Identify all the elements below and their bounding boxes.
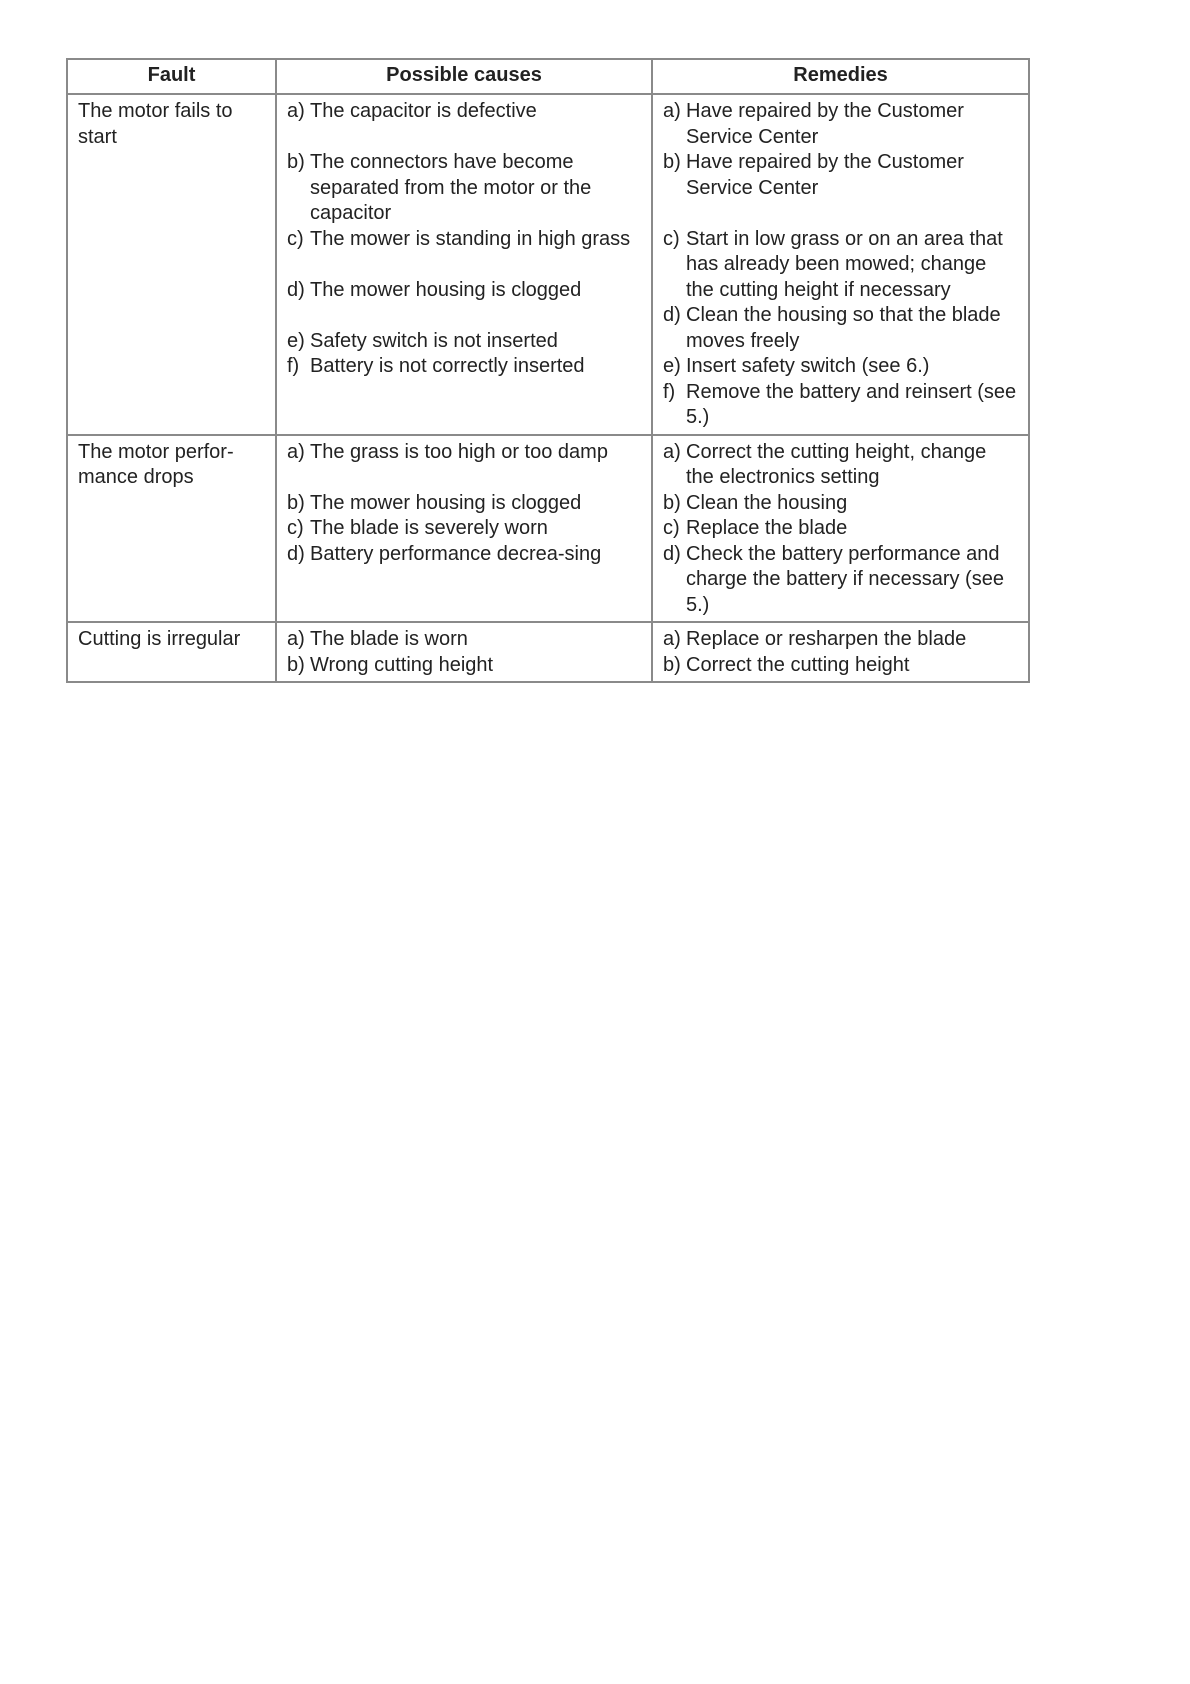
item-label: d) bbox=[663, 542, 681, 565]
causes-cell bbox=[276, 94, 652, 435]
cause-item bbox=[287, 491, 641, 517]
cause-item bbox=[287, 440, 641, 466]
item-label: f) bbox=[663, 380, 676, 403]
item-text: The grass is too high or too damp bbox=[310, 440, 608, 463]
item-text: The blade is worn bbox=[310, 628, 468, 650]
remedy-item bbox=[663, 150, 1018, 201]
item-text: The mower housing is clogged bbox=[310, 491, 582, 514]
troubleshooting-table bbox=[66, 58, 1030, 683]
item-label: b) bbox=[663, 653, 681, 676]
cause-item bbox=[287, 278, 641, 304]
table-row bbox=[67, 94, 1029, 435]
table-row bbox=[67, 622, 1029, 682]
table-header-row bbox=[67, 59, 1029, 94]
item-label: c) bbox=[287, 517, 304, 539]
remedy-item bbox=[663, 627, 1018, 653]
item-label: e) bbox=[663, 355, 681, 377]
cause-item bbox=[287, 516, 641, 542]
item-text: Wrong cutting height bbox=[310, 653, 494, 676]
item-text: Replace the blade bbox=[686, 517, 848, 539]
item-label: d) bbox=[663, 304, 681, 326]
item-label: a) bbox=[287, 440, 305, 463]
item-label: b) bbox=[663, 491, 681, 514]
item-label: a) bbox=[663, 100, 681, 122]
cause-item bbox=[287, 329, 641, 355]
item-label: a) bbox=[663, 440, 681, 463]
fault-cell bbox=[67, 435, 276, 623]
remedies-cell bbox=[652, 622, 1029, 682]
causes-cell bbox=[276, 435, 652, 623]
header-remedies: Remedies bbox=[652, 59, 1029, 94]
item-text: Battery is not correctly inserted bbox=[310, 355, 585, 377]
item-text: Have repaired by the Customer Service Center bbox=[686, 100, 964, 148]
remedy-item bbox=[663, 227, 1018, 304]
remedy-item bbox=[663, 354, 1018, 380]
table-row bbox=[67, 435, 1029, 623]
item-text: The blade is severely worn bbox=[310, 517, 548, 539]
remedy-item bbox=[663, 491, 1018, 517]
item-text: The mower is standing in high grass bbox=[310, 227, 631, 250]
item-label: f) bbox=[287, 355, 300, 377]
header-fault: Fault bbox=[67, 59, 276, 94]
fault-text: The motor fails to start bbox=[78, 100, 233, 148]
item-label: a) bbox=[287, 628, 305, 650]
fault-text: The motor perfor-mance drops bbox=[78, 440, 234, 488]
remedies-cell bbox=[652, 94, 1029, 435]
item-label: a) bbox=[287, 100, 305, 122]
remedy-item bbox=[663, 542, 1018, 619]
causes-cell bbox=[276, 622, 652, 682]
item-text: Clean the housing so that the blade moves freely bbox=[686, 304, 1001, 352]
remedy-item bbox=[663, 380, 1018, 431]
item-text: Have repaired by the Customer Service Center bbox=[686, 151, 964, 199]
fault-text: Cutting is irregular bbox=[78, 628, 241, 650]
item-text: Insert safety switch (see 6.) bbox=[686, 355, 930, 377]
item-label: d) bbox=[287, 278, 305, 301]
item-text: Check the battery performance and charge the battery if necessary (see 5.) bbox=[686, 542, 1004, 616]
item-text: Start in low grass or on an area that has already been mowed; change the cutting height if necessary bbox=[686, 227, 1003, 301]
item-label: b) bbox=[287, 491, 305, 514]
item-label: e) bbox=[287, 329, 305, 352]
item-text: The connectors have become separated from the motor or the capacitor bbox=[310, 151, 592, 224]
item-text: Battery performance decrea-sing bbox=[310, 542, 602, 565]
remedy-item bbox=[663, 440, 1018, 491]
item-text: Safety switch is not inserted bbox=[310, 329, 558, 352]
item-label: d) bbox=[287, 542, 305, 565]
remedies-cell bbox=[652, 435, 1029, 623]
header-possible-causes: Possible causes bbox=[276, 59, 652, 94]
fault-cell bbox=[67, 622, 276, 682]
remedy-item bbox=[663, 653, 1018, 679]
cause-item bbox=[287, 627, 641, 653]
item-text: The capacitor is defective bbox=[310, 100, 537, 122]
item-label: c) bbox=[663, 227, 680, 250]
item-label: b) bbox=[287, 151, 305, 173]
item-label: a) bbox=[663, 628, 681, 650]
item-label: c) bbox=[663, 517, 680, 539]
cause-item bbox=[287, 542, 641, 568]
remedy-item bbox=[663, 516, 1018, 542]
item-text: Replace or resharpen the blade bbox=[686, 628, 967, 650]
cause-item bbox=[287, 227, 641, 253]
item-text: Clean the housing bbox=[686, 491, 848, 514]
cause-item bbox=[287, 99, 641, 125]
item-label: b) bbox=[663, 151, 681, 173]
remedy-item bbox=[663, 303, 1018, 354]
item-text: Remove the battery and reinsert (see 5.) bbox=[686, 380, 1017, 428]
remedy-item bbox=[663, 99, 1018, 150]
cause-item bbox=[287, 653, 641, 679]
fault-cell bbox=[67, 94, 276, 435]
item-text: Correct the cutting height, change the electronics setting bbox=[686, 440, 987, 488]
item-label: c) bbox=[287, 227, 304, 250]
cause-item bbox=[287, 150, 641, 227]
cause-item bbox=[287, 354, 641, 380]
item-label: b) bbox=[287, 653, 305, 676]
item-text: The mower housing is clogged bbox=[310, 278, 582, 301]
item-text: Correct the cutting height bbox=[686, 653, 910, 676]
